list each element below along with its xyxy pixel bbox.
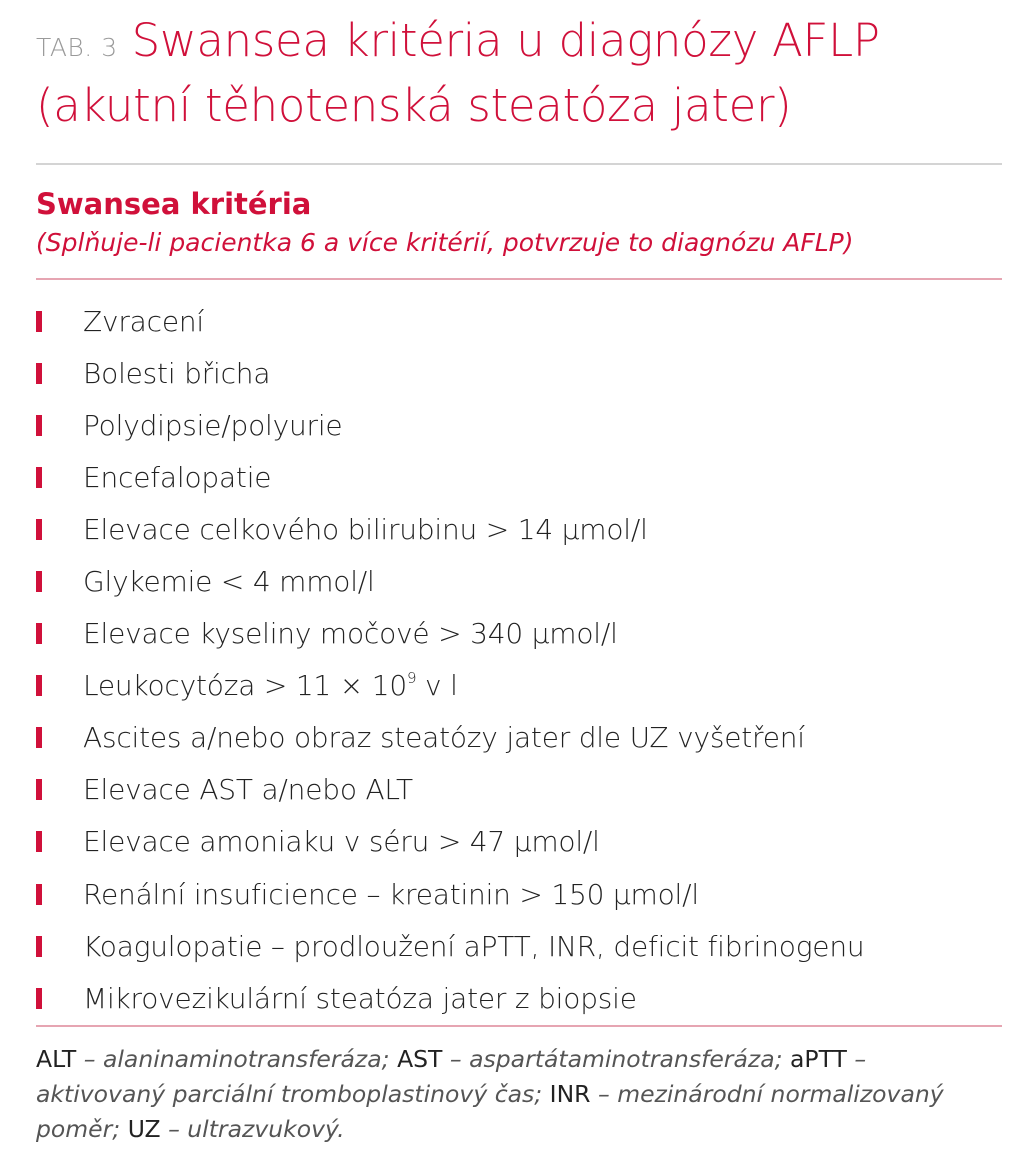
list-item [36, 712, 864, 764]
bullet-marker [36, 311, 42, 332]
bullet-marker [36, 831, 42, 852]
bullet-marker [36, 415, 42, 436]
bullet-marker [36, 467, 42, 488]
abbr-alt: ALT [36, 1045, 77, 1073]
bullet-marker [36, 519, 42, 540]
list-item [36, 920, 864, 972]
criterion-text: Elevace AST a/nebo ALT [83, 773, 413, 807]
def-aptt: – aktivovaný parciální tromboplastinový čas; [36, 1045, 867, 1108]
bullet-marker [36, 988, 42, 1009]
list-item [36, 555, 864, 607]
list-item [36, 347, 864, 399]
criterion-text: Ascites a/nebo obraz steatózy jater dle UZ vyšetření [83, 721, 805, 755]
list-item [36, 764, 864, 816]
bullet-marker [36, 571, 42, 592]
criterion-text-leukocytosis [83, 669, 458, 702]
bullet-marker [36, 884, 42, 905]
criterion-text: Koagulopatie – prodloužení aPTT, INR, deficit fibrinogenu [83, 929, 865, 963]
title-divider [36, 163, 1002, 165]
section-heading: Swansea kritéria [36, 187, 312, 221]
list-item [36, 451, 864, 503]
bullet-marker [36, 779, 42, 800]
def-alt: – alaninaminotransferáza; [76, 1045, 398, 1073]
def-inr: – mezinárodní normalizovaný poměr; [36, 1080, 944, 1143]
list-item [36, 295, 864, 347]
abbr-uz: UZ [127, 1115, 161, 1143]
abbr-ast: AST [397, 1045, 443, 1073]
list-item [36, 868, 864, 920]
criterion-text: Elevace celkového bilirubinu > 14 μmol/l [83, 512, 648, 546]
criterion-text: Mikrovezikulární steatóza jater z biopsie [83, 981, 637, 1015]
abbr-aptt: aPTT [790, 1045, 847, 1073]
def-uz: – ultrazvukový. [160, 1115, 345, 1143]
criterion-text: Elevace kyseliny močové > 340 μmol/l [83, 617, 618, 651]
abbreviations-footnote [36, 1042, 1002, 1147]
criterion-text: Renální insuficience – kreatinin > 150 μmol/l [83, 877, 699, 911]
criterion-text: Polydipsie/polyurie [83, 408, 343, 442]
leukocytosis-exponent: 9 [406, 669, 417, 688]
criterion-text: Encefalopatie [83, 460, 272, 494]
criterion-text: Elevace amoniaku v séru > 47 μmol/l [83, 825, 600, 859]
list-item [36, 816, 864, 868]
table-title [36, 12, 1016, 135]
section-note: (Splňuje-li pacientka 6 a více kritérií, potvrzuje to diagnózu AFLP) [36, 228, 854, 257]
tab-label: TAB. 3 [36, 33, 118, 62]
bullet-marker [36, 936, 42, 957]
list-item [36, 608, 864, 660]
title-line-1 [36, 12, 1016, 77]
leukocytosis-suffix: v l [416, 669, 458, 703]
title-line-2: (akutní těhotenská steatóza jater) [36, 79, 792, 132]
section-divider [36, 278, 1002, 280]
criteria-list [36, 295, 864, 1024]
def-ast: – aspartátaminotransferáza; [442, 1045, 790, 1073]
criterion-text: Glykemie < 4 mmol/l [83, 565, 375, 599]
title-text-1: Swansea kritéria u diagnózy AFLP [131, 14, 880, 67]
bullet-marker [36, 363, 42, 384]
criterion-text: Bolesti břicha [83, 356, 271, 390]
footnote-divider [36, 1025, 1002, 1027]
bullet-marker [36, 623, 42, 644]
bullet-marker [36, 675, 42, 696]
abbr-inr: INR [549, 1080, 591, 1108]
list-item [36, 503, 864, 555]
leukocytosis-base: Leukocytóza > 11 × 10 [83, 669, 407, 703]
list-item [36, 399, 864, 451]
list-item [36, 972, 864, 1024]
bullet-marker [36, 727, 42, 748]
criterion-text: Zvracení [83, 304, 204, 338]
list-item [36, 660, 864, 712]
